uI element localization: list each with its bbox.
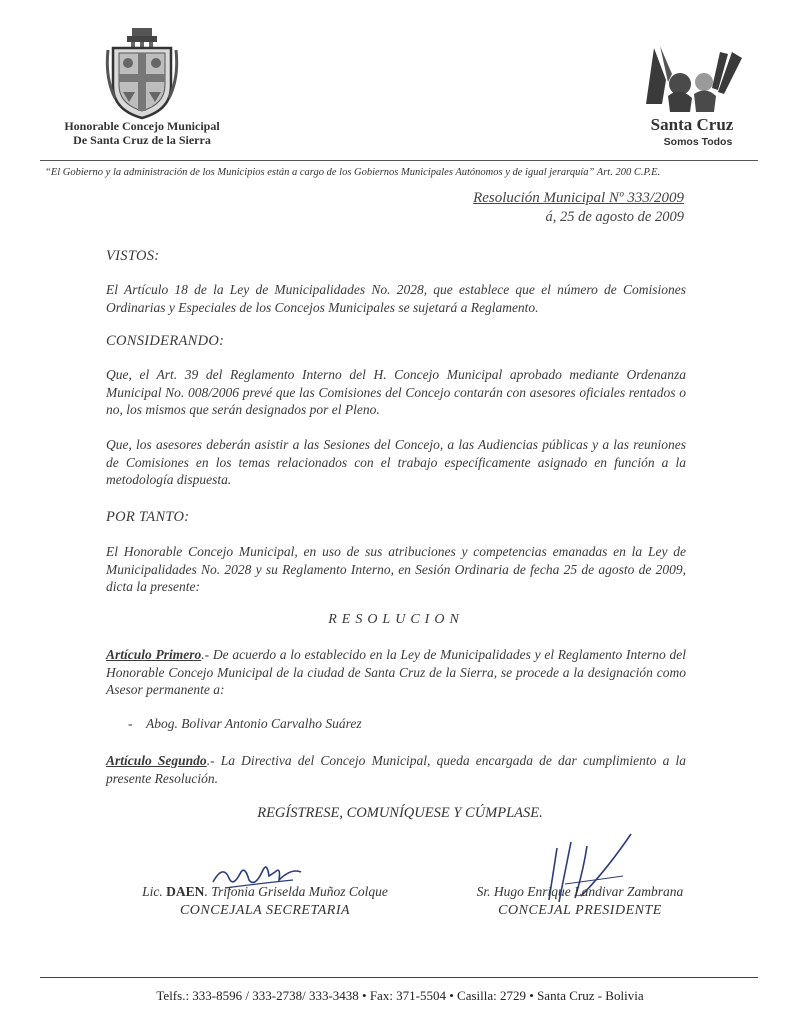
left-signatory-fullname: . Trifonia Griselda Muñoz Colque — [204, 884, 388, 899]
article-second-title: Artículo Segundo — [106, 753, 207, 768]
organization-name-line2: De Santa Cruz de la Sierra — [73, 133, 211, 147]
santa-cruz-brand-logo — [632, 46, 752, 150]
organization-name-line1: Honorable Concejo Municipal — [64, 119, 220, 133]
organization-name — [40, 119, 244, 147]
municipal-crest-logo — [105, 28, 179, 120]
left-signatory-title: CONCEJALA SECRETARIA — [179, 903, 351, 918]
considerando-paragraph-1: Que, el Art. 39 del Reglamento Interno del H. Concejo Municipal aprobado mediante Ordenanza Municipal No. 008/2006 prevé que las Comisiones del Concejo contarán con asesores oficiales rentados o no, los mismos que serán designados por el Pleno. — [106, 367, 686, 417]
left-signatory-name — [105, 884, 425, 900]
designee-item — [128, 715, 528, 733]
portanto-paragraph: El Honorable Concejo Municipal, en uso de sus atribuciones y competencias emanadas en la Ley de Municipalidades No. 2028 y su Reglamento Interno, en Sesión Ordinaria de fecha 25 de agosto de 2009, dicta la presente: — [106, 544, 686, 594]
left-signatory-degree: DAEN — [166, 884, 205, 899]
resolution-date: á, 25 de agosto de 2009 — [545, 209, 684, 225]
footer-contact: Telfs.: 333-8596 / 333-2738/ 333-3438 • Fax: 371-5504 • Casilla: 2729 • Santa Cruz - Bolivia — [156, 988, 644, 1003]
list-bullet: - — [128, 716, 133, 731]
article-first-text: .- De acuerdo a lo establecido en la Ley de Municipalidades y el Reglamento Interno del Honorable Concejo Municipal de la ciudad de Santa Cruz de la Sierra, se procede a la designación como Asesor permanente a: — [106, 647, 686, 697]
brand-tagline: Somos Todos — [663, 136, 733, 148]
considerando-heading: CONSIDERANDO: — [106, 333, 225, 349]
right-signatory-title: CONCEJAL PRESIDENTE — [498, 903, 662, 918]
left-signature-block — [105, 884, 425, 919]
designee-name: Abog. Bolivar Antonio Carvalho Suárez — [146, 716, 362, 731]
closing-statement: REGÍSTRESE, COMUNÍQUESE Y CÚMPLASE. — [257, 805, 543, 821]
article-second — [106, 752, 686, 787]
article-first-title: Artículo Primero — [106, 647, 202, 662]
footer-divider — [40, 977, 758, 978]
resolution-number: Resolución Municipal Nº 333/2009 — [473, 190, 684, 206]
right-signature-block — [420, 884, 740, 919]
right-signatory-name: Sr. Hugo Enrique Landivar Zambrana — [476, 884, 684, 899]
vistos-heading: VISTOS: — [106, 248, 160, 264]
article-second-text: .- La Directiva del Concejo Municipal, queda encargada de dar cumplimiento a la presente Resolución. — [106, 753, 686, 786]
portanto-heading: POR TANTO: — [106, 509, 190, 525]
brand-name: Santa Cruz — [650, 115, 734, 134]
resolucion-heading: RESOLUCION — [328, 612, 464, 627]
header-divider — [40, 160, 758, 161]
considerando-paragraph-2: Que, los asesores deberán asistir a las Sesiones del Concejo, a las Audiencias públicas y a las reuniones de Comisiones en los temas relacionados con el trabajo específicamente asignado en función a la metodología dispuesta. — [106, 437, 686, 487]
article-first — [106, 646, 686, 699]
left-signatory-prefix: Lic. — [142, 884, 167, 899]
vistos-paragraph: El Artículo 18 de la Ley de Municipalidades No. 2028, que establece que el número de Comisiones Ordinarias y Especiales de los Concejos Municipales se sujetará a Reglamento. — [106, 282, 686, 315]
constitutional-motto: “El Gobierno y la administración de los Municipios están a cargo de los Gobiernos Municipales Autónomos y de igual jerarquía” Art. 200 C.P.E. — [45, 167, 661, 178]
